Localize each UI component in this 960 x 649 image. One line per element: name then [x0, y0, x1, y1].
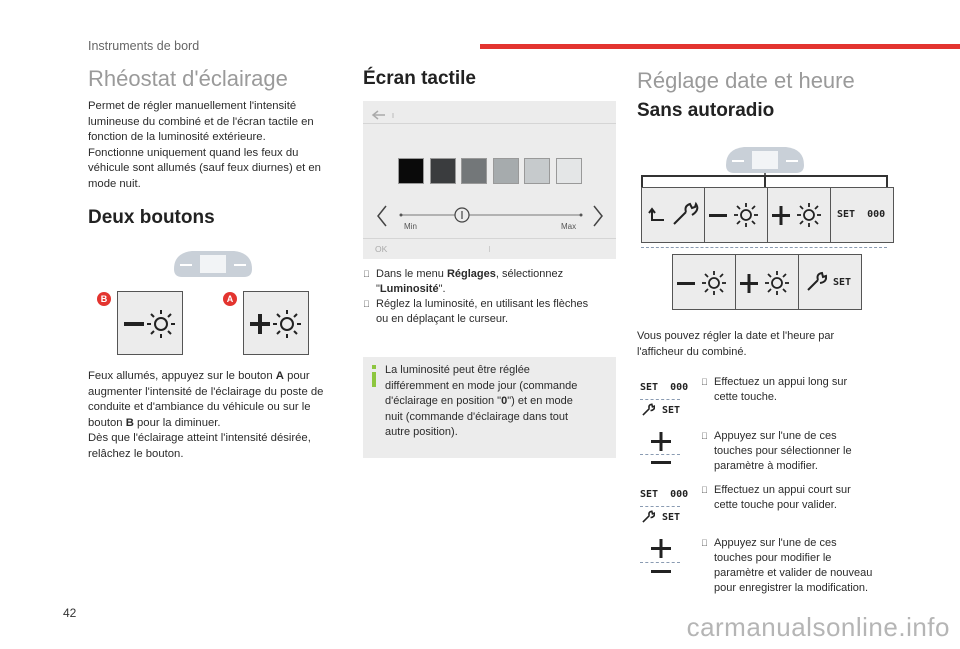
list-item: [701, 375, 901, 405]
list-item: [701, 483, 901, 513]
rheostat-title: Rhéostat d'éclairage: [88, 66, 288, 91]
text-line: conduite et d'ambiance du véhicule ou sur le: [88, 401, 311, 413]
minus-brightness-key: [704, 187, 768, 243]
text-fragment: Feux allumés, appuyez sur le bouton: [88, 370, 276, 382]
text-line: nuit (commande d'éclairage dans tout: [385, 410, 569, 423]
plus-brightness-icon: [244, 292, 308, 354]
page-number: 42: [63, 606, 77, 620]
text-line: paramètre à modifier.: [714, 460, 818, 472]
zeros-label: 000: [670, 382, 689, 393]
deux-boutons-title: Deux boutons: [88, 207, 215, 228]
text-fragment: ") et en mode: [507, 395, 573, 407]
text-line: relâchez le bouton.: [88, 447, 184, 460]
text-fragment: ".: [438, 283, 446, 295]
chevron-left-icon[interactable]: [375, 204, 389, 228]
set-label: SET: [837, 209, 856, 220]
brighten-button-a: [243, 291, 309, 355]
button-b-ref: B: [125, 416, 134, 429]
text-line: autre position).: [385, 426, 458, 438]
info-text: [385, 363, 613, 441]
menu-reglages-ref: Réglages: [446, 268, 496, 280]
wrench-icon: [641, 510, 655, 524]
info-box: [363, 357, 616, 458]
set-label: SET: [640, 382, 659, 393]
rheostat-intro-line: lumineuse du combiné et de l'écran tactile en: [88, 115, 314, 128]
set-label: SET: [662, 512, 681, 523]
date-heure-intro: [637, 329, 897, 360]
list-item: [701, 429, 901, 474]
text-line: Appuyez sur l'une de ces: [714, 537, 837, 549]
rheostat-intro-line: Permet de régler manuellement l'intensité: [88, 100, 297, 112]
date-heure-title: Réglage date et heure: [637, 68, 855, 93]
header-accent-bar: [480, 44, 960, 49]
minus-brightness-icon: [118, 292, 182, 354]
deux-boutons-text: [88, 369, 350, 462]
text-fragment: bouton: [88, 416, 126, 429]
text-fragment: , sélectionnez: [495, 268, 564, 280]
ok-button[interactable]: OK: [375, 244, 388, 254]
text-line: Appuyez sur l'une de ces: [714, 430, 837, 442]
text-line: cette touche pour valider.: [714, 499, 837, 511]
section-header: Instruments de bord: [88, 39, 200, 53]
date-step-1: [701, 375, 901, 405]
watermark: carmanualsonline.info: [686, 612, 950, 642]
text-fragment: d'éclairage en position ": [385, 395, 502, 407]
text-line: La luminosité peut être réglée: [385, 364, 530, 376]
plus-brightness-key: [735, 254, 799, 310]
text-line: touches pour modifier le: [714, 552, 832, 564]
plus-brightness-icon: [736, 255, 798, 309]
set-zeros-pictogram: [640, 382, 688, 393]
back-arrow-icon: [371, 109, 395, 121]
dashboard-icon: [722, 143, 808, 177]
zeros-label: 000: [867, 209, 886, 220]
list-item: [701, 536, 911, 596]
set-label: SET: [662, 405, 681, 416]
brightness-swatch[interactable]: [493, 158, 519, 184]
back-wrench-key: [641, 187, 705, 243]
text-line: ou en déplaçant le curseur.: [376, 313, 509, 325]
text-line: différemment en mode jour (commande: [385, 379, 578, 392]
wrench-icon: [641, 403, 655, 417]
ecran-tactile-steps: [363, 267, 623, 327]
plus-brightness-key: [767, 187, 831, 243]
minus-brightness-icon: [673, 255, 735, 309]
plus-minus-icon: [647, 430, 675, 468]
text-line: augmenter l'intensité de l'éclairage du poste de: [88, 385, 324, 398]
luminosite-ref: Luminosité: [379, 283, 439, 295]
touchscreen-illustration: [363, 101, 616, 259]
text-fragment: pour la diminuer.: [133, 416, 221, 429]
date-step-2: [701, 429, 901, 474]
back-wrench-icon: [642, 188, 704, 242]
text-line: pour enregistrer la modification.: [714, 582, 869, 594]
dim-button-b: [117, 291, 183, 355]
text-line: paramètre et valider de nouveau: [714, 567, 873, 579]
slider-max-label: Max: [561, 222, 577, 231]
rheostat-intro-line: mode nuit.: [88, 177, 141, 190]
set-label: SET: [640, 489, 659, 500]
brightness-swatch[interactable]: [430, 158, 456, 184]
minus-brightness-key: [672, 254, 736, 310]
text-line: Effectuez un appui long sur: [714, 376, 848, 388]
text-line: Vous pouvez régler la date et l'heure par: [637, 330, 835, 342]
text-line: l'afficheur du combiné.: [637, 345, 747, 358]
rheostat-intro: [88, 99, 348, 192]
button-b-badge: B: [97, 292, 111, 306]
brightness-swatch[interactable]: [556, 158, 582, 184]
info-icon: [369, 365, 379, 387]
set-zeros-key: [830, 187, 894, 243]
date-step-3: [701, 483, 901, 513]
rheostat-intro-line: Fonctionne uniquement quand les feux du: [88, 146, 299, 159]
text-fragment: Dans le menu: [376, 268, 447, 280]
zeros-label: 000: [670, 489, 689, 500]
plus-minus-icon: [647, 537, 675, 577]
text-fragment: pour: [283, 370, 310, 382]
button-a-ref: A: [275, 370, 284, 382]
brightness-slider[interactable]: [399, 205, 583, 225]
brightness-swatch[interactable]: [461, 158, 487, 184]
wrench-set-key: [798, 254, 862, 310]
ecran-tactile-title: Écran tactile: [363, 68, 476, 89]
minus-brightness-icon: [705, 188, 767, 242]
set-label: SET: [833, 277, 852, 288]
text-line: Dès que l'éclairage atteint l'intensité désirée,: [88, 432, 311, 444]
text-line: Effectuez un appui court sur: [714, 484, 851, 496]
brightness-swatch[interactable]: [524, 158, 550, 184]
text-line: Réglez la luminosité, en utilisant les flèches: [376, 298, 589, 310]
position-zero-ref: 0: [501, 395, 508, 407]
sans-autoradio-title: Sans autoradio: [637, 100, 775, 121]
text-line: cette touche.: [714, 391, 777, 403]
brightness-swatch[interactable]: [398, 158, 424, 184]
list-item: [363, 267, 623, 297]
set-zeros-pictogram: [640, 489, 688, 500]
date-step-4: [701, 536, 911, 596]
slider-min-label: Min: [404, 222, 417, 231]
text-line: touches pour sélectionner le: [714, 445, 852, 457]
rheostat-intro-line: fonction de la luminosité extérieure.: [88, 131, 266, 143]
rheostat-intro-line: véhicule sont allumés (sauf feux diurnes) et en: [88, 162, 321, 174]
plus-brightness-icon: [768, 188, 830, 242]
chevron-right-icon[interactable]: [591, 204, 605, 228]
list-item: [363, 297, 623, 327]
text-fragment: ": [376, 283, 380, 295]
button-a-badge: A: [223, 292, 237, 306]
wrench-icon: [805, 271, 827, 293]
dashboard-icon: [170, 247, 256, 281]
